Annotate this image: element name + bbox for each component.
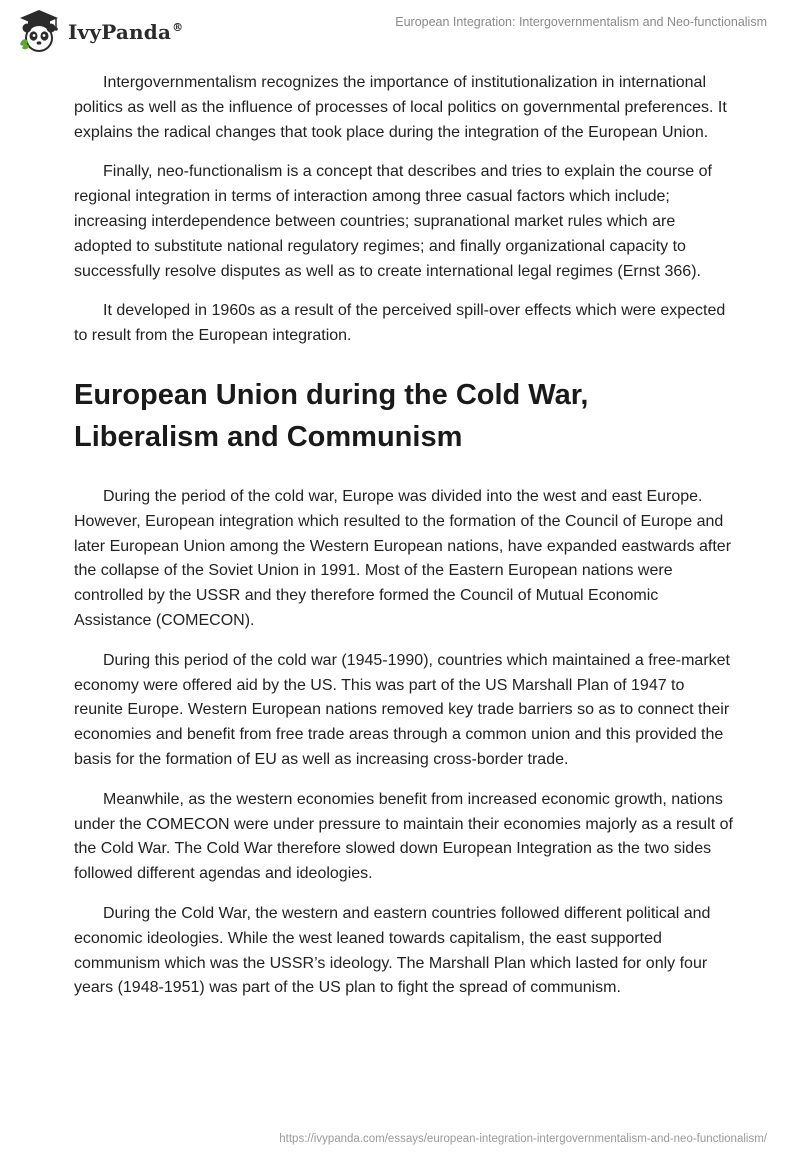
essay-content: [74, 71, 734, 1016]
paragraph: Meanwhile, as the western economies benefit from increased economic growth, nations under the COMECON were under pressure to maintain their economies majorly as a result of the Cold War. The Cold War therefore slowed down European Integration as the two sides followed different agendas and ideologies.: [74, 790, 733, 883]
ivypanda-logo[interactable]: [16, 8, 183, 54]
paragraph: It developed in 1960s as a result of the perceived spill-over effects which were expected to result from the European integration.: [74, 302, 726, 345]
paragraph: Finally, neo-functionalism is a concept that describes and tries to explain the course of regional integration in terms of interaction among three casual factors which include; increasing interdependence between countries; supranational market rules which are adopted to substitute national regulatory regimes; and finally organizational capacity to successfully resolve disputes as well as to create international legal regimes (Ernst 366).: [74, 163, 712, 280]
paragraph: During the Cold War, the western and eastern countries followed different political and economic ideologies. While the west leaned towards capitalism, the east supported communism which was the USSR’s ideology. The Marshall Plan which lasted for only four years (1948-1951) was part of the US plan to fight the spread of communism.: [74, 904, 711, 997]
source-url[interactable]: https://ivypanda.com/essays/european-integration-intergovernmentalism-and-neo-functionalism/: [279, 1133, 767, 1145]
paragraph: During the period of the cold war, Europe was divided into the west and east Europe. However, European integration which resulted to the formation of the Council of Europe and later European Union among the Western European nations, have expanded eastwards after the collapse of the Soviet Union in 1991. Most of the Eastern European nations were controlled by the USSR and they therefore formed the Council of Mutual Economic Assistance (COMECON).: [74, 487, 732, 629]
logo-wordmark: IvyPanda®: [68, 20, 184, 44]
paragraph: Intergovernmentalism recognizes the importance of institutionalization in international politics as well as the influence of processes of local politics on governmental preferences. It explains the radical changes that took place during the integration of the European Union.: [74, 74, 727, 141]
paragraph: During this period of the cold war (1945-1990), countries which maintained a free-market economy were offered aid by the US. This was part of the US Marshall Plan of 1947 to reunite Europe. Western European nations removed key trade barriers so as to connect their economies and benefit from free trade areas through a common union and this provided the basis for the formation of EU as well as increasing cross-border trade.: [74, 651, 730, 768]
panda-graduate-icon: [16, 8, 62, 54]
section-heading: European Union during the Cold War, Liberalism and Communism: [74, 378, 589, 453]
page-header: [0, 0, 800, 62]
running-title: European Integration: Intergovernmentalism and Neo-functionalism: [395, 15, 767, 29]
